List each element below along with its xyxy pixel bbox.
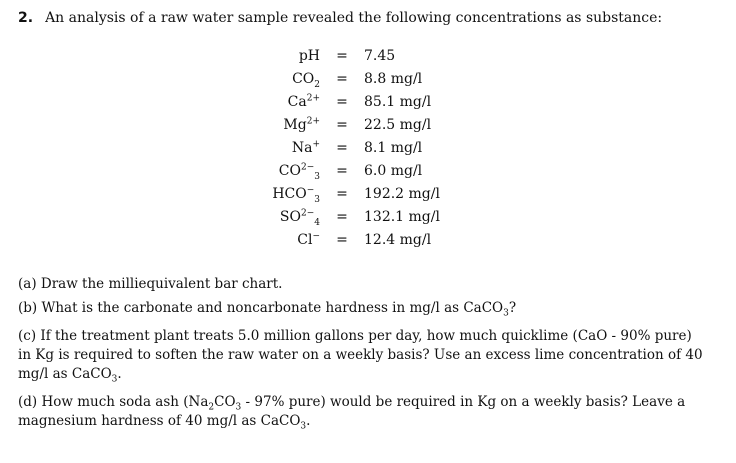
species-label [250,206,332,229]
superscript: + [312,139,320,150]
species-label [250,229,332,252]
subscript: 3 [111,374,118,385]
species-label [250,91,332,114]
text-segment: . [117,366,122,382]
equals-sign: = [336,71,348,87]
text-segment: (a) Draw the milliequivalent bar chart. [18,276,283,292]
subscript: 2 [314,79,320,90]
table-row [250,160,440,183]
superscript: 2+ [306,116,320,127]
text-segment: (b) What is the carbonate and noncarbonate hardness in mg/l as CaCO [18,300,504,316]
question-a [18,275,708,294]
superscript: − [306,185,315,196]
text-segment: Na [291,140,313,156]
species-label [250,45,332,68]
text-segment: CO [214,394,236,410]
question-b [18,299,708,318]
superscript: − [312,231,320,242]
superscript: 2− [300,208,315,219]
equals-sign: = [336,186,348,202]
equals-sign: = [336,117,348,133]
text-segment: SO [279,209,301,225]
subscript: 4 [314,217,320,228]
species-label [250,137,332,160]
species-label [250,183,332,206]
text-segment: CO [278,163,301,179]
text-segment: Ca [287,94,307,110]
question-c [18,327,708,384]
problem-intro: An analysis of a raw water sample revealed the following concentrations as substance: [45,10,663,26]
table-row [250,206,440,229]
species-label [250,68,332,91]
concentration-value: 192.2 mg/l [364,186,440,202]
table-row [250,45,440,68]
text-segment: HCO [272,186,307,202]
text-segment: pH [298,48,320,64]
subscript: 3 [235,402,242,413]
concentration-value: 22.5 mg/l [364,117,432,133]
problem-heading [18,10,662,26]
text-segment: . [306,413,311,429]
subscript: 3 [503,308,509,319]
superscript: 2− [300,162,315,173]
subscript: 3 [300,421,307,432]
problem-number: 2. [18,10,34,26]
concentration-value: 6.0 mg/l [364,163,423,179]
concentration-value: 12.4 mg/l [364,232,432,248]
subscript: 3 [314,194,320,205]
table-row [250,137,440,160]
concentration-table [250,45,440,252]
table-row [250,183,440,206]
subscript: 2 [208,402,215,413]
equals-sign: = [336,48,348,64]
equals-sign: = [336,209,348,225]
table-row [250,91,440,114]
question-d [18,393,708,431]
species-label [250,160,332,183]
text-segment: - 97% pure) would be required in Kg on a weekly basis? Leave a magnesium hardness of 40 mg/l as CaCO [18,394,686,429]
text-segment: (d) How much soda ash (Na [18,394,209,410]
concentration-value: 8.1 mg/l [364,140,423,156]
table-row [250,68,440,91]
text-segment: (c) If the treatment plant treats 5.0 million gallons per day, how much quicklime (CaO - 90% pure) in Kg is required to soften the raw water on a weekly basis? Use an excess lime concentration of 40 mg/l as CaCO [18,328,703,382]
text-segment: ? [508,300,517,316]
species-label [250,114,332,137]
text-segment: CO [292,71,315,87]
concentration-value: 7.45 [364,48,396,64]
equals-sign: = [336,140,348,156]
concentration-value: 132.1 mg/l [364,209,440,225]
subscript: 3 [314,171,320,182]
concentration-value: 8.8 mg/l [364,71,423,87]
equals-sign: = [336,163,348,179]
table-row [250,114,440,137]
equals-sign: = [336,232,348,248]
text-segment: Cl [297,232,313,248]
concentration-value: 85.1 mg/l [364,94,432,110]
superscript: 2+ [306,93,320,104]
text-segment: Mg [283,117,307,133]
equals-sign: = [336,94,348,110]
table-row [250,229,440,252]
